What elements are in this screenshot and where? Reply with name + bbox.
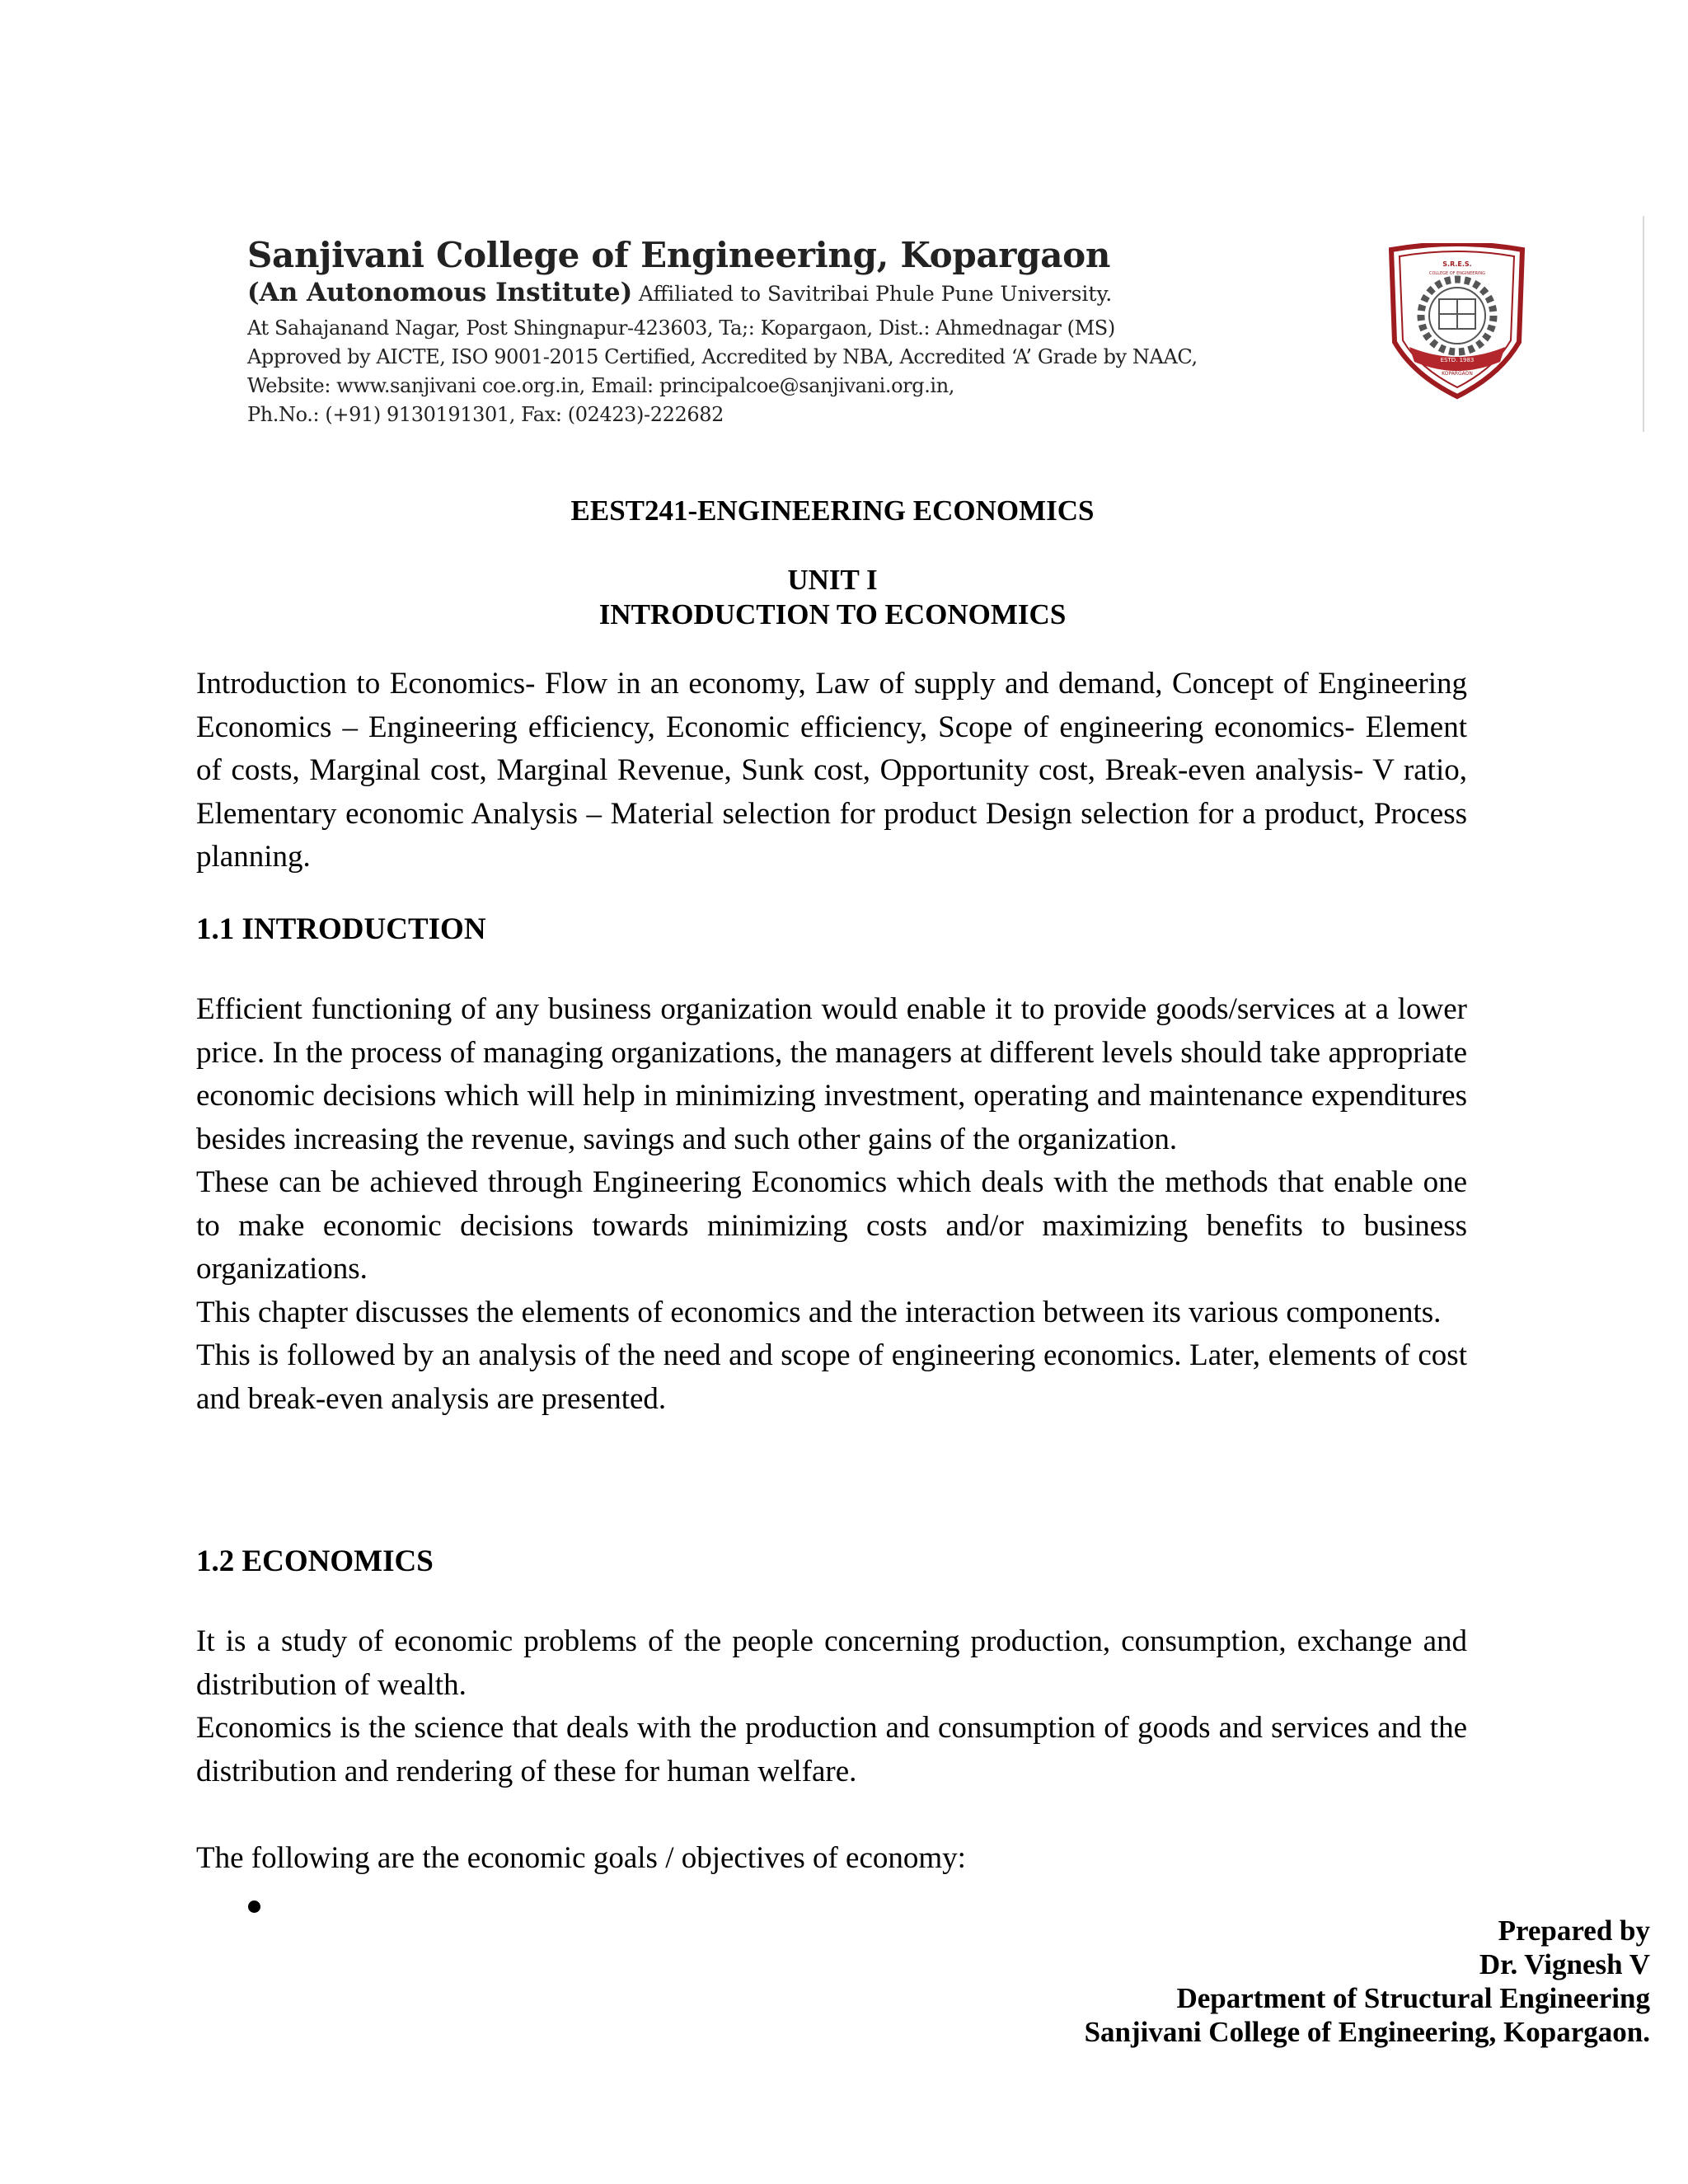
economics-paragraph-2: Economics is the science that deals with the production and consumption of goods and services and the distribution and rendering of these for human welfare.	[196, 1711, 1467, 1788]
prepared-by-block	[1085, 1914, 1650, 2049]
author-department: Department of Structural Engineering	[1176, 1982, 1650, 2014]
header-divider	[1643, 216, 1644, 432]
course-title: EEST241-ENGINEERING ECONOMICS	[570, 494, 1095, 527]
logo-estd-text: ESTD. 1983	[1440, 357, 1475, 363]
phone-line: Ph.No.: (+91) 9130191301, Fax: (02423)-222682	[247, 403, 724, 426]
address-line: At Sahajanand Nagar, Post Shingnapur-423603, Ta;: Kopargaon, Dist.: Ahmednagar (MS)	[247, 316, 1115, 340]
logo-top-text: S.R.E.S.	[1442, 260, 1472, 268]
college-logo	[1385, 243, 1529, 400]
institute-status-line	[247, 276, 1286, 311]
introduction-paragraph-4: This is followed by an analysis of the need and scope of engineering economics. Later, elements of cost and break-even analysis are presented.	[196, 1338, 1467, 1416]
logo-ring-text: COLLEGE OF ENGINEERING	[1428, 271, 1486, 276]
prepared-by-label: Prepared by	[1498, 1915, 1650, 1947]
unit-number: UNIT I	[787, 564, 878, 596]
autonomous-label: (An Autonomous Institute)	[247, 278, 633, 307]
unit-heading	[0, 563, 1665, 632]
section-heading-introduction: 1.1 INTRODUCTION	[196, 912, 486, 946]
unit-title: INTRODUCTION TO ECONOMICS	[598, 598, 1067, 630]
affiliation-text: Affiliated to Savitribai Phule Pune University.	[638, 282, 1113, 306]
letterhead	[247, 235, 1286, 429]
introduction-paragraph-1: Efficient functioning of any business organization would enable it to provide goods/services at a lower price. In the process of managing organizations, the managers at different levels should take appropriate economic decisions which will help in minimizing investment, operating and maintenance expenditures besides increasing the revenue, savings and such other gains of the organization.	[196, 992, 1467, 1156]
section-heading-economics: 1.2 ECONOMICS	[196, 1544, 434, 1578]
introduction-body	[196, 988, 1467, 1421]
logo-place-text: KOPARGAON	[1442, 371, 1473, 377]
economics-body	[196, 1620, 1467, 1793]
website-line: Website: www.sanjivani coe.org.in, Email: principalcoe@sanjivani.org.in,	[247, 374, 954, 397]
introduction-paragraph-3: This chapter discusses the elements of economics and the interaction between its various components.	[196, 1295, 1442, 1329]
author-institution: Sanjivani College of Engineering, Kopargaon.	[1084, 2016, 1650, 2048]
economics-paragraph-1: It is a study of economic problems of the people concerning production, consumption, exchange and distribution of wealth.	[196, 1624, 1467, 1702]
economic-goals-intro: The following are the economic goals / objectives of economy:	[196, 1841, 966, 1875]
approval-line: Approved by AICTE, ISO 9001-2015 Certified, Accredited by NBA, Accredited ‘A’ Grade by NAAC,	[247, 345, 1198, 368]
introduction-paragraph-2: These can be achieved through Engineering Economics which deals with the methods that enable one to make economic decisions towards minimizing costs and/or maximizing benefits to business organizations.	[196, 1165, 1467, 1286]
college-name: Sanjivani College of Engineering, Kopargaon	[247, 235, 1111, 275]
list-bullet	[248, 1900, 260, 1913]
syllabus-paragraph: Introduction to Economics- Flow in an economy, Law of supply and demand, Concept of Engineering Economics – Engineering efficiency, Economic efficiency, Scope of engineering economics- Element of costs, Marginal cost, Marginal Revenue, Sunk cost, Opportunity cost, Break-even analysis- V ratio, Elementary economic Analysis – Material selection for product Design selection for a product, Process planning.	[196, 667, 1467, 874]
author-name: Dr. Vignesh V	[1479, 1948, 1650, 1980]
